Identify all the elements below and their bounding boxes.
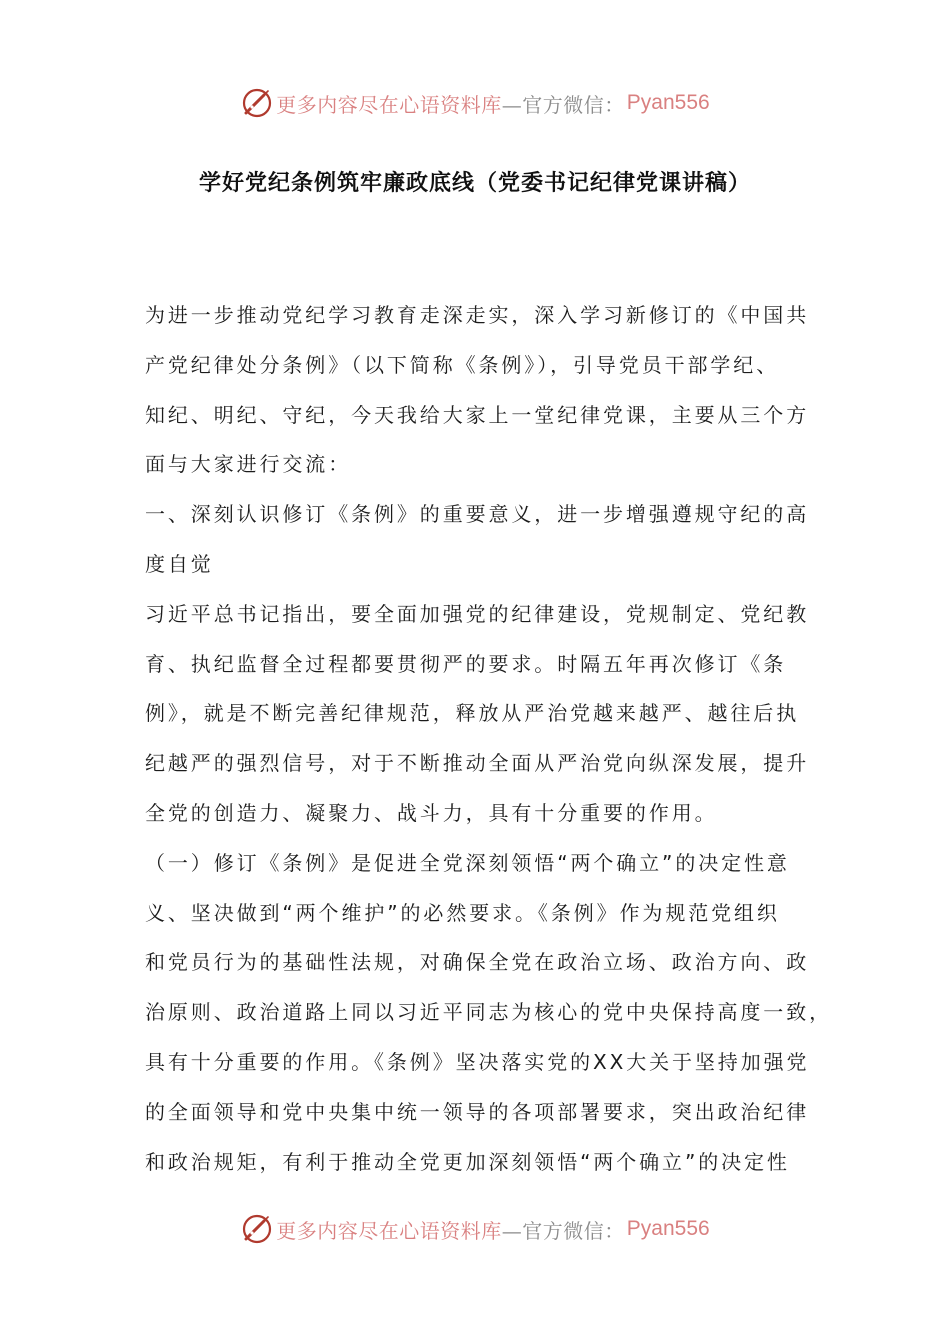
watermark-wechat-label: —官方微信： [501, 92, 625, 117]
watermark-banner-top [0, 83, 950, 123]
subsection-line: （一）修订《条例》是促进全党深刻领悟“两个确立”的决定性意 [145, 850, 790, 875]
body-line: 和政治规矩，有利于推动全党更加深刻领悟“两个确立”的决定性 [145, 1149, 790, 1174]
body-line: 为进一步推动党纪学习教育走深走实，深入学习新修订的《中国共 [145, 303, 810, 327]
body-line: 面与大家进行交流： [145, 452, 352, 477]
document-body [145, 291, 832, 1187]
section-heading-line: 一、深刻认识修订《条例》的重要意义，进一步增强遵规守纪的高 [145, 502, 810, 527]
watermark-site-name: 更多内容尽在心语资料库 [276, 92, 502, 117]
body-line: 治原则、政治道路上同以习近平同志为核心的党中央保持高度一致， [145, 1000, 832, 1025]
body-line: 和党员行为的基础性法规，对确保全党在政治立场、政治方向、政 [145, 950, 810, 975]
body-line: 产党纪律处分条例》（以下简称《条例》），引导党员干部学纪、 [145, 352, 780, 377]
body-line: 例》，就是不断完善纪律规范，释放从严治党越来越严、越往后执 [145, 701, 800, 726]
pen-logo-icon [240, 1212, 274, 1246]
section-heading-line: 度自觉 [145, 551, 214, 576]
watermark-banner-bottom [0, 1209, 950, 1249]
pen-logo-icon [240, 86, 274, 120]
body-line: 具有十分重要的作用。《条例》坚决落实党的XX大关于坚持加强党 [145, 1049, 810, 1074]
body-line: 全党的创造力、凝聚力、战斗力，具有十分重要的作用。 [145, 800, 718, 825]
watermark-wechat-id: Pyan556 [626, 91, 710, 114]
watermark-site-name: 更多内容尽在心语资料库 [276, 1218, 502, 1243]
body-line: 知纪、明纪、守纪，今天我给大家上一堂纪律党课，主要从三个方 [145, 402, 810, 427]
body-line: 育、执纪监督全过程都要贯彻严的要求。时隔五年再次修订《条 [145, 651, 787, 676]
watermark-wechat-id: Pyan556 [626, 1217, 710, 1240]
body-line: 义、坚决做到“两个维护”的必然要求。《条例》作为规范党组织 [145, 900, 780, 925]
body-line: 的全面领导和党中央集中统一领导的各项部署要求，突出政治纪律 [145, 1099, 810, 1124]
watermark-wechat-label: —官方微信： [501, 1218, 625, 1243]
body-line: 习近平总书记指出，要全面加强党的纪律建设，党规制定、党纪教 [145, 601, 810, 626]
document-title: 学好党纪条例筑牢廉政底线（党委书记纪律党课讲稿） [198, 171, 751, 196]
body-line: 纪越严的强烈信号，对于不断推动全面从严治党向纵深发展，提升 [145, 751, 810, 776]
